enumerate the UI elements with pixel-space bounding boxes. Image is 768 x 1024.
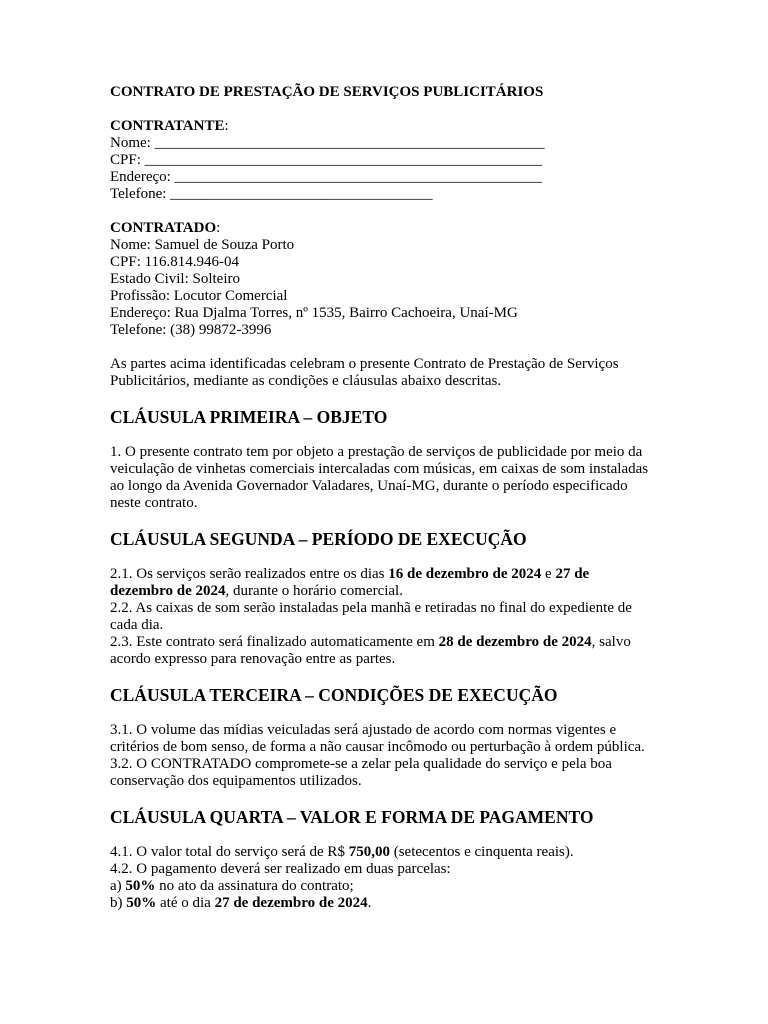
installment-a [110,878,655,895]
contratado-heading: CONTRATADO [110,220,217,236]
installment-b-text: até o dia [156,895,215,911]
clause-4-heading: CLÁUSULA QUARTA – VALOR E FORMA DE PAGAMENTO [110,807,594,827]
contratante-nome-field: Nome: ____________________________________________________ [110,135,545,151]
contratado-heading-line: CONTRATADO: [110,220,221,236]
contratante-section [110,118,655,203]
clause-4-item-1-tail: (setecentos e cinquenta reais). [389,844,574,860]
installment-b-percent: 50% [126,895,157,911]
contratante-telefone-field: Telefone: ___________________________________ [110,186,433,202]
clause-2-item-2: 2.2. As caixas de som serão instaladas pela manhã e retiradas no final do expediente de cada dia. [110,600,632,633]
clause-3-item-1: 3.1. O volume das mídias veiculadas será ajustado de acordo com normas vigentes e critérios de bom senso, de forma a não causar incômodo ou perturbação à ordem pública. [110,722,645,755]
clause-1-item-1: 1. O presente contrato tem por objeto a prestação de serviços de publicidade por meio da veiculação de vinhetas comerciais intercaladas com músicas, em caixas de som instaladas ao longo da Avenida Governador Valadares, Unaí-MG, durante o período especificado neste contrato. [110,444,649,511]
installment-b-end: . [367,895,372,911]
clause-4-item-1-text: 4.1. O valor total do serviço será de R$ [110,844,349,860]
clause-2-item-1 [110,566,655,600]
installment-b-prefix: b) [110,895,127,911]
installment-b-date: 27 de dezembro de 2024 [214,895,368,911]
contratado-profissao: Profissão: Locutor Comercial [110,288,288,304]
contratado-section [110,220,655,339]
finalization-date: 28 de dezembro de 2024 [438,634,592,650]
end-date: 27 de dezembro de 2024 [110,566,590,599]
clause-2-heading: CLÁUSULA SEGUNDA – PERÍODO DE EXECUÇÃO [110,529,527,549]
contratante-heading: CONTRATANTE [110,118,225,134]
clause-3-item-2: 3.2. O CONTRATADO compromete-se a zelar pela qualidade do serviço e pela boa conservação dos equipamentos utilizados. [110,756,612,789]
contratante-heading-line: CONTRATANTE: [110,118,229,134]
clause-4-body [110,844,655,912]
clause-2-item-3-tail: , salvo acordo expresso para renovação entre as partes. [110,634,631,667]
contratado-telefone: Telefone: (38) 99872-3996 [110,322,272,338]
clause-2-item-1-text: 2.1. Os serviços serão realizados entre os dias [110,566,389,582]
clause-1-heading: CLÁUSULA PRIMEIRA – OBJETO [110,407,388,427]
clause-2-item-3-text: 2.3. Este contrato será finalizado automaticamente em [110,634,439,650]
clause-2-body [110,566,655,668]
contratado-endereco: Endereço: Rua Djalma Torres, nº 1535, Bairro Cachoeira, Unaí-MG [110,305,518,321]
clause-2-item-1-connector: e [541,566,556,582]
clause-4-item-2: 4.2. O pagamento deverá ser realizado em duas parcelas: [110,861,451,877]
contratado-estado-civil: Estado Civil: Solteiro [110,271,240,287]
clause-2-item-3 [110,634,655,668]
clause-3-heading: CLÁUSULA TERCEIRA – CONDIÇÕES DE EXECUÇÃO [110,685,558,705]
installment-a-percent: 50% [125,878,156,894]
contratante-cpf-field: CPF: _____________________________________________________ [110,152,543,168]
clause-2-item-1-tail: , durante o horário comercial. [225,583,403,599]
contratado-nome: Nome: Samuel de Souza Porto [110,237,295,253]
intro-paragraph: As partes acima identificadas celebram o presente Contrato de Prestação de Serviços Publicitários, mediante as condições e cláusulas abaixo descritas. [110,356,619,389]
installment-b [110,895,655,912]
contratante-endereco-field: Endereço: _________________________________________________ [110,169,543,185]
clause-4-item-1 [110,844,655,861]
contratado-cpf: CPF: 116.814.946-04 [110,254,240,270]
document-title: CONTRATO DE PRESTAÇÃO DE SERVIÇOS PUBLICITÁRIOS [110,84,544,100]
clause-3-body [110,722,655,790]
document-body [110,84,655,929]
installment-a-text: no ato da assinatura do contrato; [155,878,354,894]
installment-a-prefix: a) [110,878,126,894]
total-value: 750,00 [348,844,390,860]
start-date: 16 de dezembro de 2024 [388,566,542,582]
